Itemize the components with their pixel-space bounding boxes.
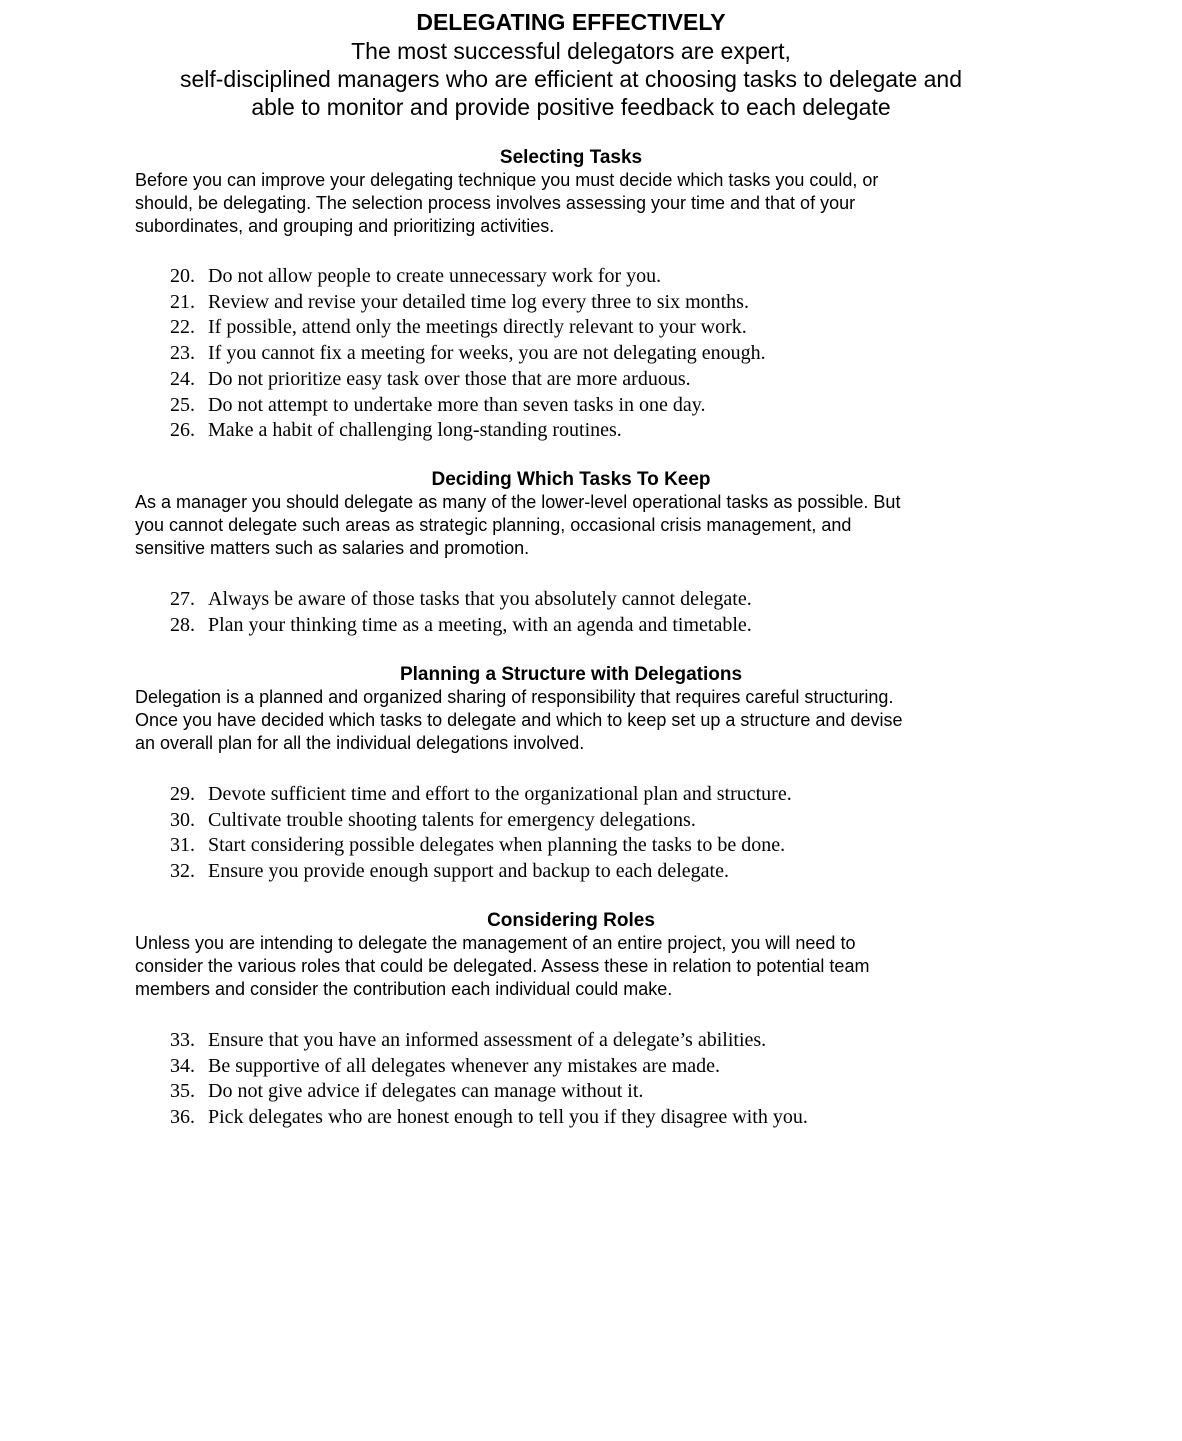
tip-item xyxy=(170,418,1030,444)
tip-text: Always be aware of those tasks that you absolutely cannot delegate. xyxy=(208,588,752,610)
subtitle-line: The most successful delegators are expert, xyxy=(351,38,791,64)
tip-text: Do not allow people to create unnecessary work for you. xyxy=(208,265,662,287)
tip-number: 25. xyxy=(170,393,195,416)
tip-text: Do not prioritize easy task over those that are more arduous. xyxy=(208,367,691,390)
section-heading: Deciding Which Tasks To Keep xyxy=(431,469,711,490)
tip-item xyxy=(170,1054,1030,1080)
tip-item xyxy=(170,393,1030,419)
tip-text: Start considering possible delegates when planning the tasks to be done. xyxy=(208,834,786,857)
section-paragraph: As a manager you should delegate as many of the lower-level operational tasks as possible. But you cannot delegate such areas as strategic planning, occasional crisis management, and sensitive matters such as salaries and promotion. xyxy=(135,492,901,558)
tip-text: Do not attempt to undertake more than seven tasks in one day. xyxy=(208,393,706,416)
tip-text: Pick delegates who are honest enough to tell you if they disagree with you. xyxy=(208,1106,808,1129)
tip-number: 35. xyxy=(170,1080,195,1103)
tip-text: Ensure that you have an informed assessment of a delegate’s abilities. xyxy=(208,1029,767,1051)
section-paragraph: Before you can improve your delegating technique you must decide which tasks you could, or should, be delegating. The selection process involves assessing your time and that of your subordinates, and grouping and prioritizing activities. xyxy=(135,170,879,236)
tip-text: Review and revise your detailed time log every three to six months. xyxy=(208,290,749,313)
tip-number: 31. xyxy=(170,834,195,857)
tip-number: 33. xyxy=(170,1029,195,1051)
tip-text: If you cannot fix a meeting for weeks, you are not delegating enough. xyxy=(208,342,766,365)
tip-number: 34. xyxy=(170,1054,195,1077)
section-deciding-tasks xyxy=(135,468,1015,560)
tip-number: 20. xyxy=(170,265,195,287)
tip-text: Plan your thinking time as a meeting, with an agenda and timetable. xyxy=(208,613,752,636)
tip-number: 22. xyxy=(170,316,195,339)
tip-item xyxy=(170,808,1030,834)
tip-text: Cultivate trouble shooting talents for emergency delegations. xyxy=(208,808,696,831)
tip-item xyxy=(170,782,1030,808)
section-heading: Considering Roles xyxy=(487,910,655,931)
tip-item xyxy=(170,315,1030,341)
tip-number: 23. xyxy=(170,342,195,365)
subtitle-line: self-disciplined managers who are efficient at choosing tasks to delegate and xyxy=(179,66,963,92)
tip-text: Be supportive of all delegates whenever any mistakes are made. xyxy=(208,1054,721,1077)
subtitle-line: able to monitor and provide positive feedback to each delegate xyxy=(251,94,891,120)
tip-item xyxy=(170,290,1030,316)
tip-item xyxy=(170,264,1030,290)
tip-item xyxy=(170,1028,1030,1054)
section-heading: Selecting Tasks xyxy=(499,147,643,168)
tip-number: 32. xyxy=(170,860,195,883)
tip-number: 26. xyxy=(170,419,195,442)
tip-item xyxy=(170,613,1030,639)
tip-text: Ensure you provide enough support and backup to each delegate. xyxy=(208,860,729,883)
section-considering-roles xyxy=(135,909,1015,1001)
tip-item xyxy=(170,367,1030,393)
section-paragraph: Delegation is a planned and organized sharing of responsibility that requires careful structuring. Once you have decided which tasks to delegate and which to keep set up a structure and devise an overall plan for all the individual delegations involved. xyxy=(135,687,903,753)
tip-number: 29. xyxy=(170,783,195,805)
section-heading: Planning a Structure with Delegations xyxy=(399,664,743,685)
tip-item xyxy=(170,833,1030,859)
tip-number: 36. xyxy=(170,1106,195,1129)
tips-list-deciding-tasks xyxy=(170,587,1030,638)
section-paragraph: Unless you are intending to delegate the management of an entire project, you will need to consider the various roles that could be delegated. Assess these in relation to potential team members and consider the contribution each individual could make. xyxy=(135,933,870,999)
tips-list-selecting-tasks xyxy=(170,264,1030,444)
tip-text: If possible, attend only the meetings directly relevant to your work. xyxy=(208,316,747,339)
tip-item xyxy=(170,1079,1030,1105)
section-selecting-tasks xyxy=(135,146,1015,238)
tip-item xyxy=(170,341,1030,367)
document-title: DELEGATING EFFECTIVELY xyxy=(416,9,726,35)
section-planning-structure xyxy=(135,663,1015,755)
tip-number: 28. xyxy=(170,613,195,636)
tip-item xyxy=(170,859,1030,885)
tips-list-planning-structure xyxy=(170,782,1030,885)
tip-number: 27. xyxy=(170,588,195,610)
document-subtitle xyxy=(0,37,1142,121)
tip-number: 21. xyxy=(170,290,195,313)
tip-number: 24. xyxy=(170,367,195,390)
tip-text: Make a habit of challenging long-standing routines. xyxy=(208,419,622,442)
tip-item xyxy=(170,1105,1030,1131)
tip-text: Do not give advice if delegates can manage without it. xyxy=(208,1080,644,1103)
tip-number: 30. xyxy=(170,808,195,831)
tip-item xyxy=(170,587,1030,613)
tips-list-considering-roles xyxy=(170,1028,1030,1131)
tip-text: Devote sufficient time and effort to the organizational plan and structure. xyxy=(208,783,792,805)
